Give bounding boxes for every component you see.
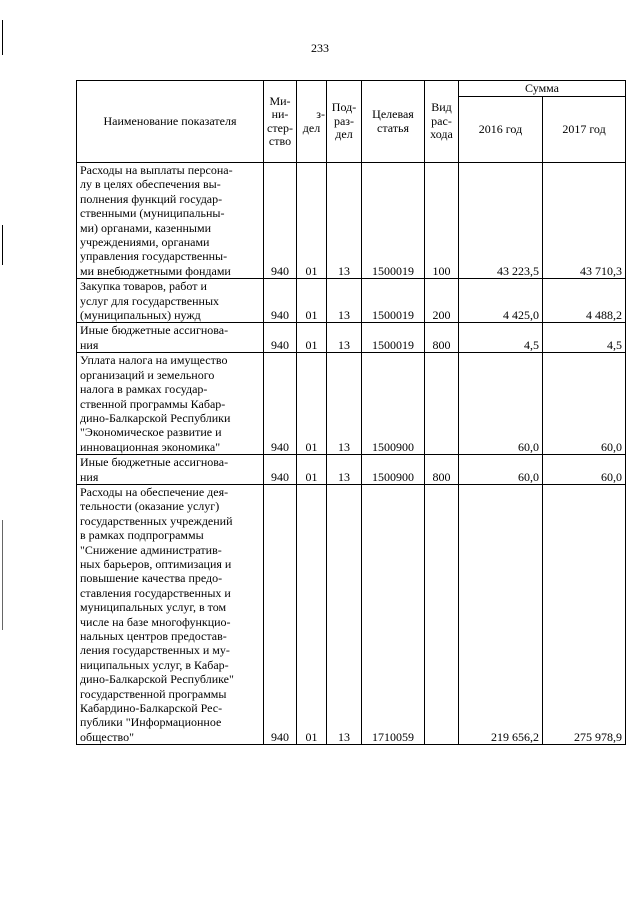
table-row [77,353,626,455]
row-section: 01 [297,455,327,485]
row-ministry: 940 [264,163,297,279]
row-name: Иные бюджетные ассигнова- ния [77,323,264,353]
table-row [77,163,626,279]
row-amount-2017: 60,0 [543,353,626,455]
header-year-2017: 2017 год [543,97,626,163]
row-amount-2017: 275 978,9 [543,484,626,744]
header-target: Целевая статья [362,81,425,163]
header-year-2016: 2016 год [459,97,543,163]
row-section: 01 [297,163,327,279]
row-amount-2017: 60,0 [543,455,626,485]
row-section: 01 [297,323,327,353]
header-section: з- дел [297,81,327,163]
row-name: Расходы на выплаты персона- лу в целях обеспечения вы- полнения функций государ- ственными (муниципальны- ми) органами, казенными учреждениями, органами управления государственны- ми внебюджетными фондами [77,163,264,279]
table-row [77,279,626,323]
row-ministry: 940 [264,323,297,353]
row-target-article: 1500900 [362,455,425,485]
table-body [77,163,626,745]
row-amount-2016: 43 223,5 [459,163,543,279]
row-expense-type: 800 [425,455,459,485]
scan-edge-mark [2,520,3,630]
row-amount-2016: 60,0 [459,455,543,485]
row-subsection: 13 [327,353,362,455]
row-name: Иные бюджетные ассигнова- ния [77,455,264,485]
row-expense-type [425,484,459,744]
row-amount-2016: 60,0 [459,353,543,455]
header-name: Наименование показателя [77,81,264,163]
row-amount-2016: 219 656,2 [459,484,543,744]
row-ministry: 940 [264,279,297,323]
row-target-article: 1710059 [362,484,425,744]
header-subsection: Под- раз- дел [327,81,362,163]
header-sum: Сумма [459,81,626,97]
row-expense-type: 200 [425,279,459,323]
row-target-article: 1500019 [362,323,425,353]
row-subsection: 13 [327,455,362,485]
row-section: 01 [297,279,327,323]
row-ministry: 940 [264,455,297,485]
row-target-article: 1500019 [362,279,425,323]
header-ministry: Ми- ни- стер- ство [264,81,297,163]
row-name: Уплата налога на имущество организаций и земельного налога в рамках государ- ственной программы Кабар- дино-Балкарской Республики "Экономическое развитие и инновационная экономика" [77,353,264,455]
scan-edge-mark [2,225,3,265]
page-number: 233 [311,41,329,55]
row-expense-type: 100 [425,163,459,279]
row-section: 01 [297,484,327,744]
row-expense-type [425,353,459,455]
table-row [77,323,626,353]
row-amount-2016: 4 425,0 [459,279,543,323]
row-subsection: 13 [327,484,362,744]
row-target-article: 1500900 [362,353,425,455]
row-amount-2017: 4,5 [543,323,626,353]
row-target-article: 1500019 [362,163,425,279]
row-subsection: 13 [327,163,362,279]
row-subsection: 13 [327,279,362,323]
header-expense-type: Вид рас- хода [425,81,459,163]
row-section: 01 [297,353,327,455]
row-amount-2017: 43 710,3 [543,163,626,279]
row-ministry: 940 [264,484,297,744]
table-header [77,81,626,163]
row-expense-type: 800 [425,323,459,353]
row-amount-2016: 4,5 [459,323,543,353]
row-amount-2017: 4 488,2 [543,279,626,323]
row-subsection: 13 [327,323,362,353]
budget-table [76,80,626,745]
row-ministry: 940 [264,353,297,455]
table-row [77,484,626,744]
table-row [77,455,626,485]
row-name: Закупка товаров, работ и услуг для государственных (муниципальных) нужд [77,279,264,323]
row-name: Расходы на обеспечение дея- тельности (оказание услуг) государственных учреждений в рамках подпрограммы "Снижение административ- ных барьеров, оптимизация и повышение качества предо- ставления государственных и муниципальных услуг, в том числе на базе многофункцио- нальных центров предостав- ления государственных и му- ниципальных услуг, в Кабар- дино-Балкарской Республике" государственной программы Кабардино-Балкарской Рес- публики "Информационное общество" [77,484,264,744]
